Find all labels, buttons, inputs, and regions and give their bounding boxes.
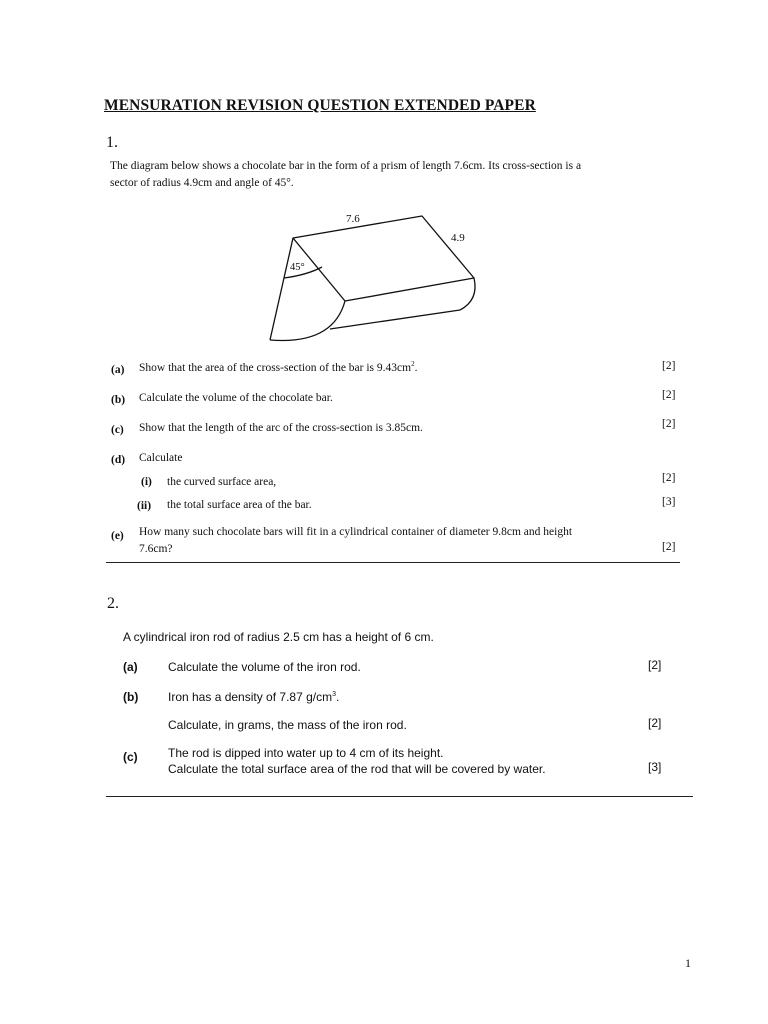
page-number: 1 — [685, 956, 691, 970]
section-divider-2 — [106, 796, 693, 797]
q1-d-text: Calculate — [139, 452, 183, 464]
q1-c-label: (c) — [111, 424, 124, 436]
q2-c-line1: The rod is dipped into water up to 4 cm of its height. — [168, 746, 444, 760]
q1-c-marks: [2] — [662, 418, 676, 430]
q1-b-label: (b) — [111, 394, 126, 406]
q1-b-text: Calculate the volume of the chocolate bar. — [139, 392, 333, 404]
q1-b-marks: [2] — [662, 389, 676, 401]
q1-c-text: Show that the length of the arc of the cross-section is 3.85cm. — [139, 422, 423, 434]
q1-d-ii-label: (ii) — [137, 500, 152, 512]
q1-e-label: (e) — [111, 530, 124, 542]
q1-a-label: (a) — [111, 364, 125, 376]
q1-a-marks: [2] — [662, 360, 676, 372]
angle-label: 45° — [290, 262, 305, 273]
q1-e-line1: How many such chocolate bars will fit in a cylindrical container of diameter 9.8cm and height — [139, 526, 573, 538]
q2-b-label: (b) — [123, 690, 139, 704]
q2-b-text: Iron has a density of 7.87 $g/cm^3$. — [168, 690, 340, 704]
q2-a-text: Calculate the volume of the iron rod. — [168, 660, 361, 674]
q1-e-marks: [2] — [662, 541, 676, 553]
question-1-number: 1. — [106, 134, 118, 151]
q1-d-i-label: (i) — [141, 476, 152, 488]
q2-b-marks: [2] — [648, 716, 662, 730]
q1-d-i-marks: [2] — [662, 472, 676, 484]
question-2-number: 2. — [107, 595, 119, 612]
question-2-intro: A cylindrical iron rod of radius 2.5 cm has a height of 6 cm. — [123, 630, 434, 644]
radius-label: 4.9 — [451, 232, 465, 244]
q1-d-ii-text: the total surface area of the bar. — [167, 499, 312, 511]
question-1-intro-line1: The diagram below shows a chocolate bar in the form of a prism of length 7.6cm. Its cross-section is a — [110, 160, 582, 172]
chocolate-bar-prism-diagram — [255, 205, 495, 350]
q1-d-i-text: the curved surface area, — [167, 476, 277, 488]
section-divider-1 — [106, 562, 680, 563]
q2-c-marks: [3] — [648, 760, 662, 774]
q2-c-line2: Calculate the total surface area of the rod that will be covered by water. — [168, 762, 546, 776]
sector-front-arc — [270, 301, 345, 341]
prism-top-face — [293, 216, 474, 301]
sector-radius-edge — [270, 238, 293, 340]
prism-bottom-edge — [330, 310, 460, 329]
q1-a-text: Show that the area of the cross-section of the bar is $9.43cm^2$. — [139, 360, 418, 374]
question-1-intro-line2: sector of radius 4.9cm and angle of 45°. — [110, 177, 294, 189]
q2-a-marks: [2] — [648, 658, 662, 672]
sector-back-arc — [460, 278, 475, 310]
q1-d-ii-marks: [3] — [662, 496, 676, 508]
q1-e-line2: 7.6cm? — [139, 543, 173, 555]
length-label: 7.6 — [346, 213, 360, 225]
q2-c-label: (c) — [123, 750, 138, 764]
q2-a-label: (a) — [123, 660, 138, 674]
page-title: MENSURATION REVISION QUESTION EXTENDED PAPER — [104, 97, 536, 114]
q1-d-label: (d) — [111, 454, 126, 466]
q2-b-text2: Calculate, in grams, the mass of the iron rod. — [168, 718, 407, 732]
